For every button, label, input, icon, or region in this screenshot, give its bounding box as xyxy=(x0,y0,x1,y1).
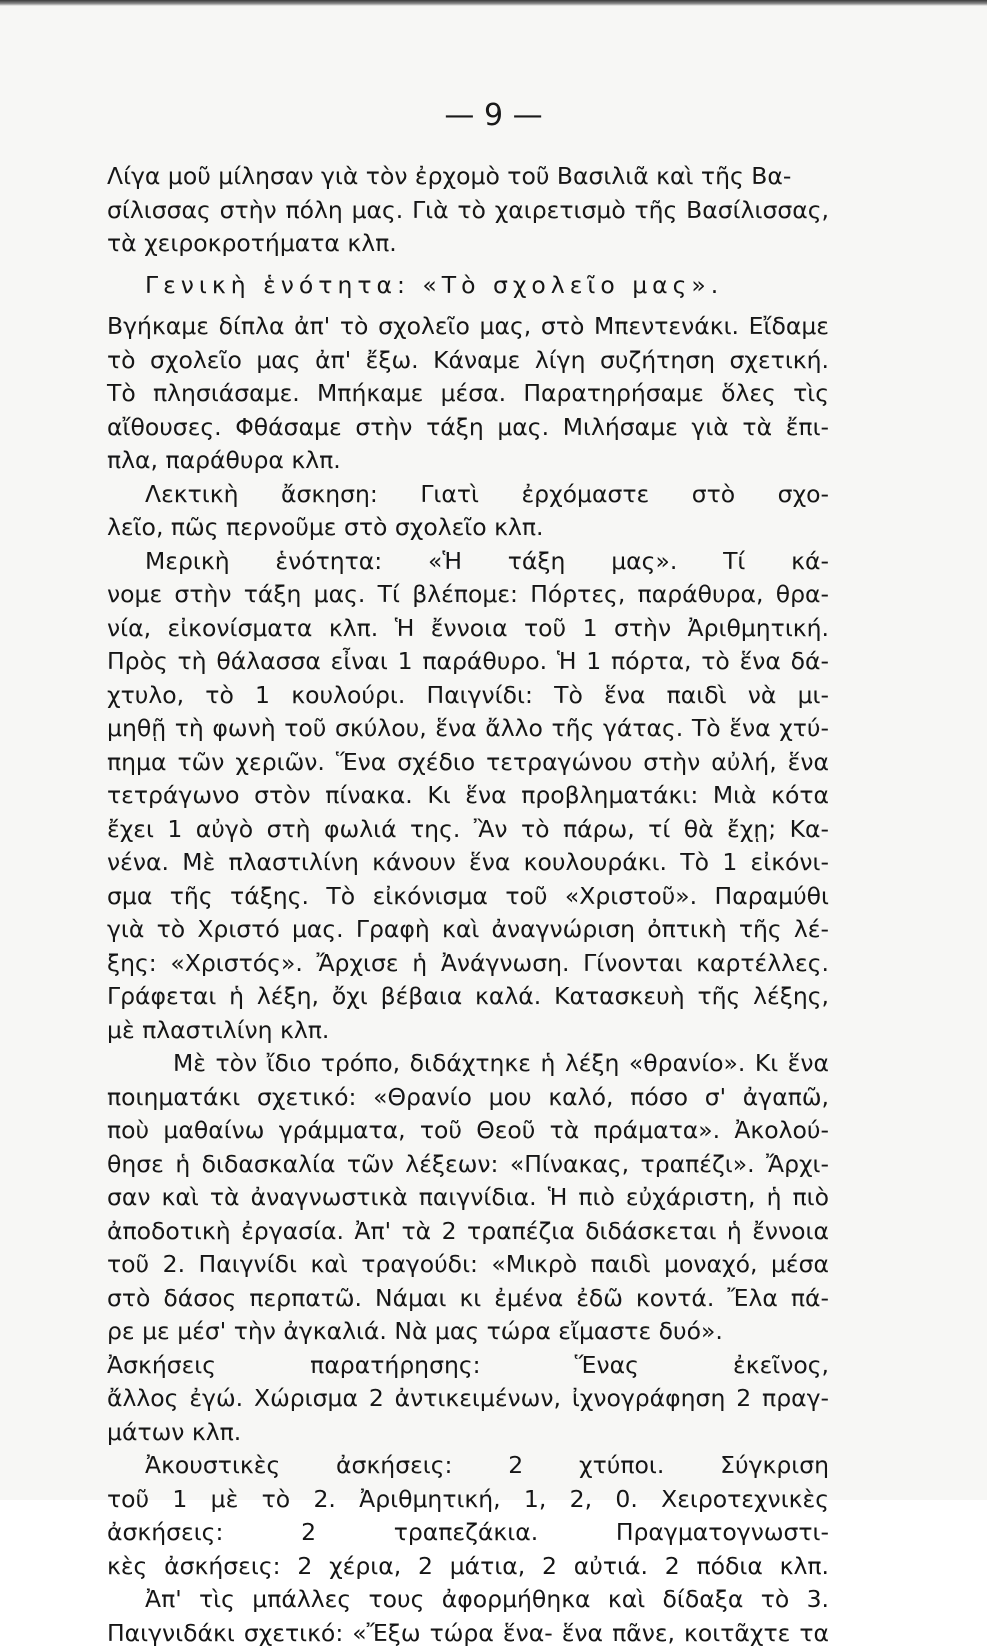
text-line: ποὺ μαθαίνω γράμματα, τοῦ Θεοῦ τὰ πράματα». Ἀκολού- xyxy=(107,1114,829,1148)
text-line: ἔχει 1 αὐγὸ στὴ φωλιά της. Ἂν τὸ πάρω, τί θὰ ἔχῃ; Κα- xyxy=(107,813,829,847)
text-line: πημα τῶν χεριῶν. Ἕνα σχέδιο τετραγώνου στὴν αὐλή, ἕνα xyxy=(107,746,829,780)
text-line: Μερικὴ ἑνότητα: «Ἡ τάξη μας». Τί κά- xyxy=(107,545,829,579)
text-line: ἀποδοτικὴ ἐργασία. Ἀπ' τὰ 2 τραπέζια διδάσκεται ἡ ἔννοια xyxy=(107,1215,829,1249)
text-line: μὲ πλαστιλίνη κλπ. xyxy=(107,1014,829,1048)
text-line: γιὰ τὸ Χριστό μας. Γραφὴ καὶ ἀναγνώριση ὀπτικὴ τῆς λέ- xyxy=(107,913,829,947)
text-line: λεῖο, πῶς περνοῦμε στὸ σχολεῖο κλπ. xyxy=(107,511,829,545)
text-line: τὰ χειροκροτήματα κλπ. xyxy=(107,227,829,261)
scan-top-edge xyxy=(0,0,987,6)
text-line: τετράγωνο στὸν πίνακα. Κι ἕνα προβληματάκι: Μιὰ κότα xyxy=(107,779,829,813)
text-line: σίλισσας στὴν πόλη μας. Γιὰ τὸ χαιρετισμὸ τῆς Βασίλισσας, xyxy=(107,194,829,228)
text-line: τὸ σχολεῖο μας ἀπ' ἔξω. Κάναμε λίγη συζήτηση σχετική. xyxy=(107,344,829,378)
text-line: τοῦ 1 μὲ τὸ 2. Ἀριθμητική, 1, 2, 0. Χειροτεχνικὲς xyxy=(107,1483,829,1517)
text-line: σμα τῆς τάξης. Τὸ εἰκόνισμα τοῦ «Χριστοῦ». Παραμύθι xyxy=(107,880,829,914)
text-line: Μὲ τὸν ἴδιο τρόπο, διδάχτηκε ἡ λέξη «θρανίο». Κι ἕνα xyxy=(107,1047,829,1081)
text-line: θησε ἡ διδασκαλία τῶν λέξεων: «Πίνακας, τραπέζι». Ἄρχι- xyxy=(107,1148,829,1182)
text-line: Ἀπ' τὶς μπάλλες τους ἀφορμήθηκα καὶ δίδαξα τὸ 3. xyxy=(107,1583,829,1617)
text-line: τοῦ 2. Παιγνίδι καὶ τραγούδι: «Μικρὸ παιδὶ μοναχό, μέσα xyxy=(107,1248,829,1282)
text-line: Ἀκουστικὲς ἀσκήσεις: 2 χτύποι. Σύγκριση xyxy=(107,1449,829,1483)
text-line: κὲς ἀσκήσεις: 2 χέρια, 2 μάτια, 2 αὐτιά. 2 πόδια κλπ. xyxy=(107,1550,829,1584)
text-line: Παιγνιδάκι σχετικό: «Ἔξω τώρα ἕνα- ἕνα πᾶνε, κοιτᾶχτε τα xyxy=(107,1617,829,1650)
text-line: χτυλο, τὸ 1 κουλούρι. Παιγνίδι: Τὸ ἕνα παιδὶ νὰ μι- xyxy=(107,679,829,713)
text-line: αἴθουσες. Φθάσαμε στὴν τάξη μας. Μιλήσαμε γιὰ τὰ ἔπι- xyxy=(107,411,829,445)
body-text xyxy=(107,160,829,1650)
text-line: Τὸ πλησιάσαμε. Μπήκαμε μέσα. Παρατηρήσαμε ὅλες τὶς xyxy=(107,377,829,411)
text-line: Λεκτικὴ ἄσκηση: Γιατὶ ἐρχόμαστε στὸ σχο- xyxy=(107,478,829,512)
text-line: πλα, παράθυρα κλπ. xyxy=(107,444,829,478)
text-line: ξης: «Χριστός». Ἄρχισε ἡ Ἀνάγνωση. Γίνονται καρτέλλες. xyxy=(107,947,829,981)
text-line: Γράφεται ἡ λέξη, ὄχι βέβαια καλά. Κατασκευὴ τῆς λέξης, xyxy=(107,980,829,1014)
text-line: μάτων κλπ. xyxy=(107,1416,829,1450)
text-line: Πρὸς τὴ θάλασσα εἶναι 1 παράθυρο. Ἡ 1 πόρτα, τὸ ἕνα δά- xyxy=(107,645,829,679)
text-line: ἄλλος ἐγώ. Χώρισμα 2 ἀντικειμένων, ἰχνογράφηση 2 πραγ- xyxy=(107,1382,829,1416)
text-line: Λίγα μοῦ μίλησαν γιὰ τὸν ἐρχομὸ τοῦ Βασιλιᾶ καὶ τῆς Βα- xyxy=(107,160,829,194)
section-heading-line: Γενικὴ ἑνότητα: «Τὸ σχολεῖο μας». xyxy=(107,269,829,303)
text-line: νία, εἰκονίσματα κλπ. Ἡ ἔννοια τοῦ 1 στὴν Ἀριθμητική. xyxy=(107,612,829,646)
text-line: νομε στὴν τάξη μας. Τί βλέπομε: Πόρτες, παράθυρα, θρα- xyxy=(107,578,829,612)
page-number: — 9 — xyxy=(0,98,987,133)
text-line: σαν καὶ τὰ ἀναγνωστικὰ παιγνίδια. Ἡ πιὸ εὐχάριστη, ἡ πιὸ xyxy=(107,1181,829,1215)
text-line: Βγήκαμε δίπλα ἀπ' τὸ σχολεῖο μας, στὸ Μπεντενάκι. Εἴδαμε xyxy=(107,310,829,344)
text-line: μηθῇ τὴ φωνὴ τοῦ σκύλου, ἕνα ἄλλο τῆς γάτας. Τὸ ἕνα χτύ- xyxy=(107,712,829,746)
text-line: ρε με μέσ' τὴν ἀγκαλιά. Νὰ μας τώρα εἴμαστε δυό». xyxy=(107,1315,829,1349)
text-line: στὸ δάσος περπατῶ. Νάμαι κι ἐμένα ἐδῶ κοντά. Ἔλα πά- xyxy=(107,1282,829,1316)
text-line: ἀσκήσεις: 2 τραπεζάκια. Πραγματογνωστι- xyxy=(107,1516,829,1550)
text-line: νένα. Μὲ πλαστιλίνη κάνουν ἕνα κουλουράκι. Τὸ 1 εἰκόνι- xyxy=(107,846,829,880)
text-line: ποιηματάκι σχετικό: «Θρανίο μου καλό, πόσο σ' ἀγαπῶ, xyxy=(107,1081,829,1115)
text-line: Ἀσκήσεις παρατήρησης: Ἕνας ἐκεῖνος, xyxy=(107,1349,829,1383)
